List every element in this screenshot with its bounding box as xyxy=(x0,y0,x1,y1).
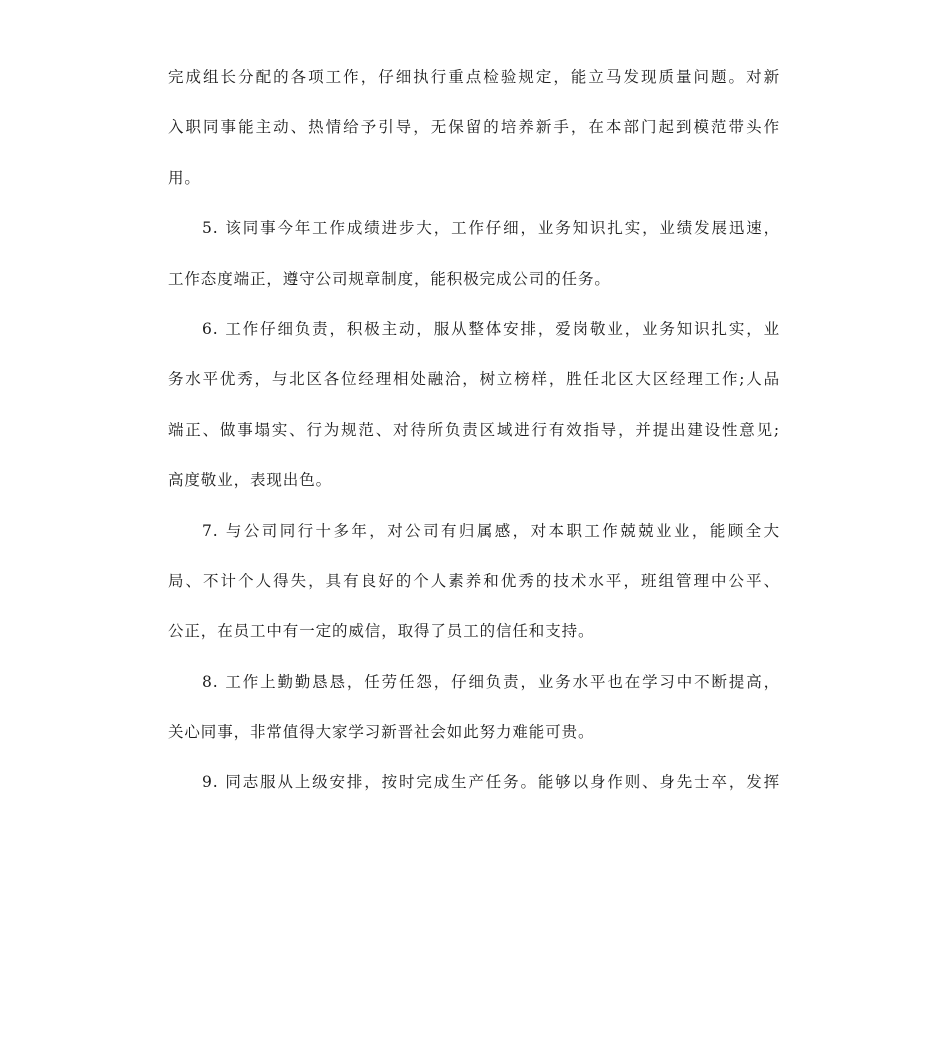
text-line: 务水平优秀，与北区各位经理相处融洽，树立榜样，胜任北区大区经理工作;人品 xyxy=(168,370,780,389)
text-line: 高度敬业，表现出色。 xyxy=(168,471,333,490)
text-line: 7. 与公司同行十多年，对公司有归属感，对本职工作兢兢业业，能顾全大 xyxy=(202,521,780,540)
text-line: 完成组长分配的各项工作，仔细执行重点检验规定，能立马发现质量问题。对新 xyxy=(168,68,780,86)
text-line: 9. 同志服从上级安排，按时完成生产任务。能够以身作则、身先士卒，发挥 xyxy=(202,773,780,792)
paragraph-continuation xyxy=(168,52,780,203)
text-line: 工作态度端正，遵守公司规章制度，能积极完成公司的任务。 xyxy=(168,269,611,288)
paragraph-item-5 xyxy=(168,203,780,304)
paragraph-item-9 xyxy=(168,757,780,807)
paragraph-item-8 xyxy=(168,657,780,758)
text-line: 公正，在员工中有一定的威信，取得了员工的信任和支持。 xyxy=(168,622,595,641)
paragraph-item-6 xyxy=(168,304,780,506)
text-line: 用。 xyxy=(168,168,201,187)
text-line: 端正、做事塌实、行为规范、对待所负责区域进行有效指导，并提出建设性意见; xyxy=(168,420,780,439)
text-line: 局、不计个人得失，具有良好的个人素养和优秀的技术水平，班组管理中公平、 xyxy=(168,571,780,590)
text-line: 6. 工作仔细负责，积极主动，服从整体安排，爱岗敬业，业务知识扎实，业 xyxy=(202,319,780,338)
text-line: 入职同事能主动、热情给予引导，无保留的培养新手，在本部门起到模范带头作 xyxy=(168,118,780,137)
paragraph-item-7 xyxy=(168,506,780,657)
text-line: 5. 该同事今年工作成绩进步大，工作仔细，业务知识扎实，业绩发展迅速， xyxy=(202,219,780,238)
text-line: 8. 工作上勤勤恳恳，任劳任怨，仔细负责，业务水平也在学习中不断提高， xyxy=(202,672,780,691)
document-body xyxy=(168,52,780,808)
text-line: 关心同事，非常值得大家学习新晋社会如此努力难能可贵。 xyxy=(168,723,595,742)
